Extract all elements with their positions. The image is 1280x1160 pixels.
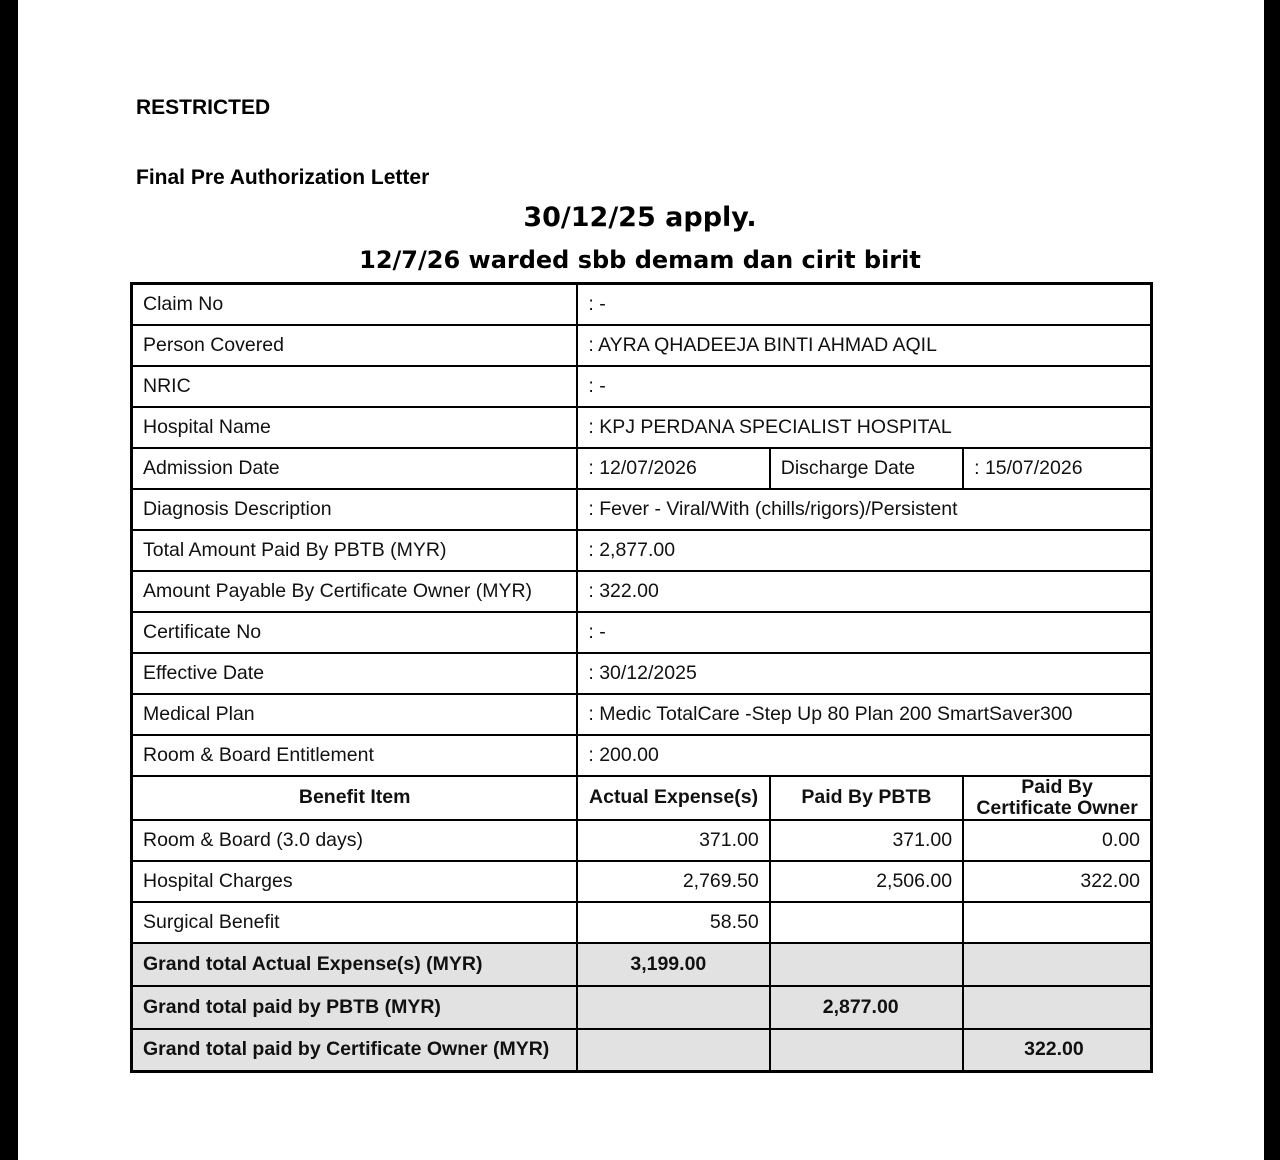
paid-pbtb-cell: 2,506.00 [770,861,963,902]
handwritten-note-warded: 12/7/26 warded sbb demam dan cirit birit [359,246,921,274]
grand-owner-row [132,1029,1152,1072]
grand-actual-row [132,943,1152,986]
grand-pbtb-empty-owner [963,986,1151,1029]
actual-expense-cell: 58.50 [577,902,769,943]
col-actual-expense: Actual Expense(s) [577,776,769,820]
actual-expense-cell: 2,769.50 [577,861,769,902]
effective-date-label: Effective Date [132,653,578,694]
col-paid-by-pbtb: Paid By PBTB [770,776,963,820]
discharge-date-value: : 15/07/2026 [963,448,1151,489]
medical-plan-label: Medical Plan [132,694,578,735]
row-room-board-entitlement [132,735,1152,776]
grand-owner-empty-pbtb [770,1029,963,1072]
paid-pbtb-cell [770,902,963,943]
row-person-covered [132,325,1152,366]
grand-pbtb-empty-actual [577,986,769,1029]
hospital-name-value: : KPJ PERDANA SPECIALIST HOSPITAL [577,407,1151,448]
benefit-item-cell: Room & Board (3.0 days) [132,820,578,861]
claim-no-label: Claim No [132,284,578,325]
row-admission-date [132,448,1152,489]
room-board-entitlement-value: : 200.00 [577,735,1151,776]
diagnosis-value: : Fever - Viral/With (chills/rigors)/Persistent [577,489,1151,530]
paid-owner-cell [963,902,1151,943]
benefit-header-row [132,776,1152,820]
actual-expense-cell: 371.00 [577,820,769,861]
person-covered-value: : AYRA QHADEEJA BINTI AHMAD AQIL [577,325,1151,366]
certificate-no-label: Certificate No [132,612,578,653]
grand-pbtb-row [132,986,1152,1029]
grand-pbtb-label: Grand total paid by PBTB (MYR) [132,986,578,1029]
row-payable-owner [132,571,1152,612]
benefit-item-cell: Hospital Charges [132,861,578,902]
paid-owner-cell: 322.00 [963,861,1151,902]
col-paid-by-owner: Paid By Certificate Owner [963,776,1151,820]
pre-authorization-table [130,282,1153,1073]
person-covered-label: Person Covered [132,325,578,366]
effective-date-value: : 30/12/2025 [577,653,1151,694]
admission-date-value: : 12/07/2026 [577,448,769,489]
table-row [132,902,1152,943]
total-paid-pbtb-value: : 2,877.00 [577,530,1151,571]
medical-plan-value: : Medic TotalCare -Step Up 80 Plan 200 SmartSaver300 [577,694,1151,735]
row-effective-date [132,653,1152,694]
row-certificate-no [132,612,1152,653]
admission-date-label: Admission Date [132,448,578,489]
table-row [132,861,1152,902]
row-diagnosis [132,489,1152,530]
nric-value: : - [577,366,1151,407]
grand-owner-value: 322.00 [963,1029,1151,1072]
paid-pbtb-cell: 371.00 [770,820,963,861]
payable-owner-label: Amount Payable By Certificate Owner (MYR) [132,571,578,612]
handwritten-note-apply: 30/12/25 apply. [523,202,757,233]
room-board-entitlement-label: Room & Board Entitlement [132,735,578,776]
row-nric [132,366,1152,407]
classification-label: RESTRICTED [136,96,271,119]
claim-no-value: : - [577,284,1151,325]
discharge-date-label: Discharge Date [770,448,963,489]
grand-actual-value: 3,199.00 [577,943,769,986]
nric-label: NRIC [132,366,578,407]
row-medical-plan [132,694,1152,735]
col-benefit-item: Benefit Item [132,776,578,820]
row-claim-no [132,284,1152,325]
table-row [132,820,1152,861]
grand-actual-empty-pbtb [770,943,963,986]
payable-owner-value: : 322.00 [577,571,1151,612]
hospital-name-label: Hospital Name [132,407,578,448]
row-hospital-name [132,407,1152,448]
paid-owner-cell: 0.00 [963,820,1151,861]
grand-actual-label: Grand total Actual Expense(s) (MYR) [132,943,578,986]
grand-actual-empty-owner [963,943,1151,986]
certificate-no-value: : - [577,612,1151,653]
row-total-paid-pbtb [132,530,1152,571]
letter-title: Final Pre Authorization Letter [136,166,430,189]
benefit-item-cell: Surgical Benefit [132,902,578,943]
diagnosis-label: Diagnosis Description [132,489,578,530]
grand-pbtb-value: 2,877.00 [770,986,963,1029]
grand-owner-label: Grand total paid by Certificate Owner (MYR) [132,1029,578,1072]
total-paid-pbtb-label: Total Amount Paid By PBTB (MYR) [132,530,578,571]
grand-owner-empty-actual [577,1029,769,1072]
